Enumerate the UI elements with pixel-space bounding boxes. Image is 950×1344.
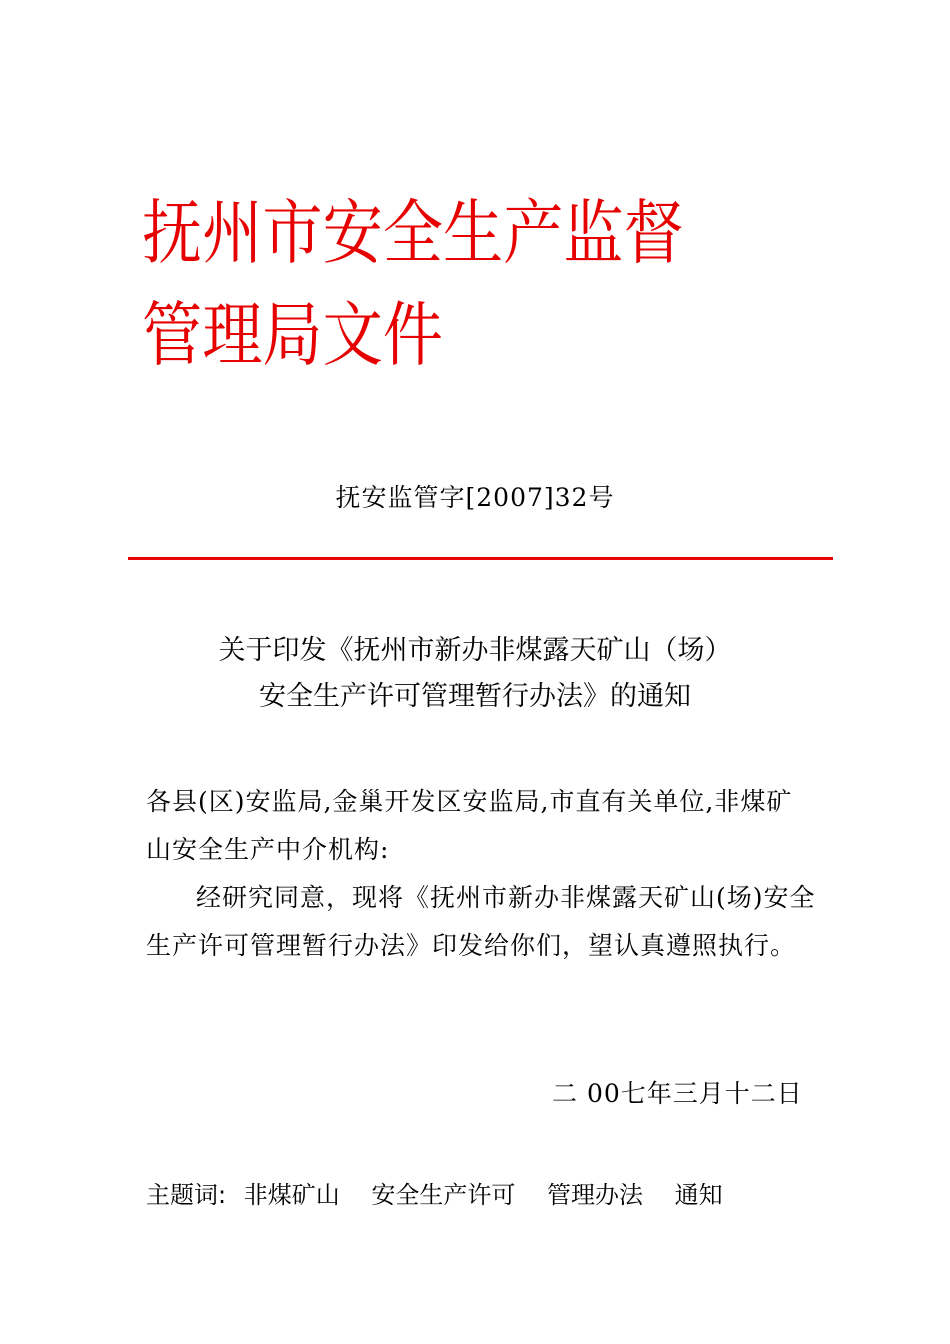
document-number: 抚安监管字[2007]32号 bbox=[335, 483, 615, 512]
notice-title-line-1: 关于印发《抚州市新办非煤露天矿山（场） bbox=[218, 635, 732, 666]
keyword-item: 非煤矿山 bbox=[243, 1181, 340, 1209]
keyword-item: 安全生产许可 bbox=[371, 1181, 516, 1209]
notice-title bbox=[0, 628, 950, 720]
document-header-title: 抚州市安全生产监督管理局文件 bbox=[142, 192, 684, 376]
keywords-line bbox=[146, 1178, 747, 1212]
content-paragraph: 经研究同意，现将《抚州市新办非煤露天矿山(场)安全生产许可管理暂行办法》印发给你们，望认真遵照执行。 bbox=[146, 883, 816, 960]
keywords-label: 主题词: bbox=[146, 1181, 227, 1209]
keyword-item: 管理办法 bbox=[547, 1181, 644, 1209]
red-divider-line bbox=[128, 557, 833, 560]
keyword-item: 通知 bbox=[674, 1181, 723, 1209]
notice-title-line-2: 安全生产许可管理暂行办法》的通知 bbox=[259, 681, 691, 712]
notice-body bbox=[146, 778, 816, 970]
issue-date: 二 00七年三月十二日 bbox=[552, 1079, 803, 1108]
addressees-paragraph: 各县(区)安监局,金巢开发区安监局,市直有关单位,非煤矿山安全生产中介机构: bbox=[146, 787, 793, 864]
